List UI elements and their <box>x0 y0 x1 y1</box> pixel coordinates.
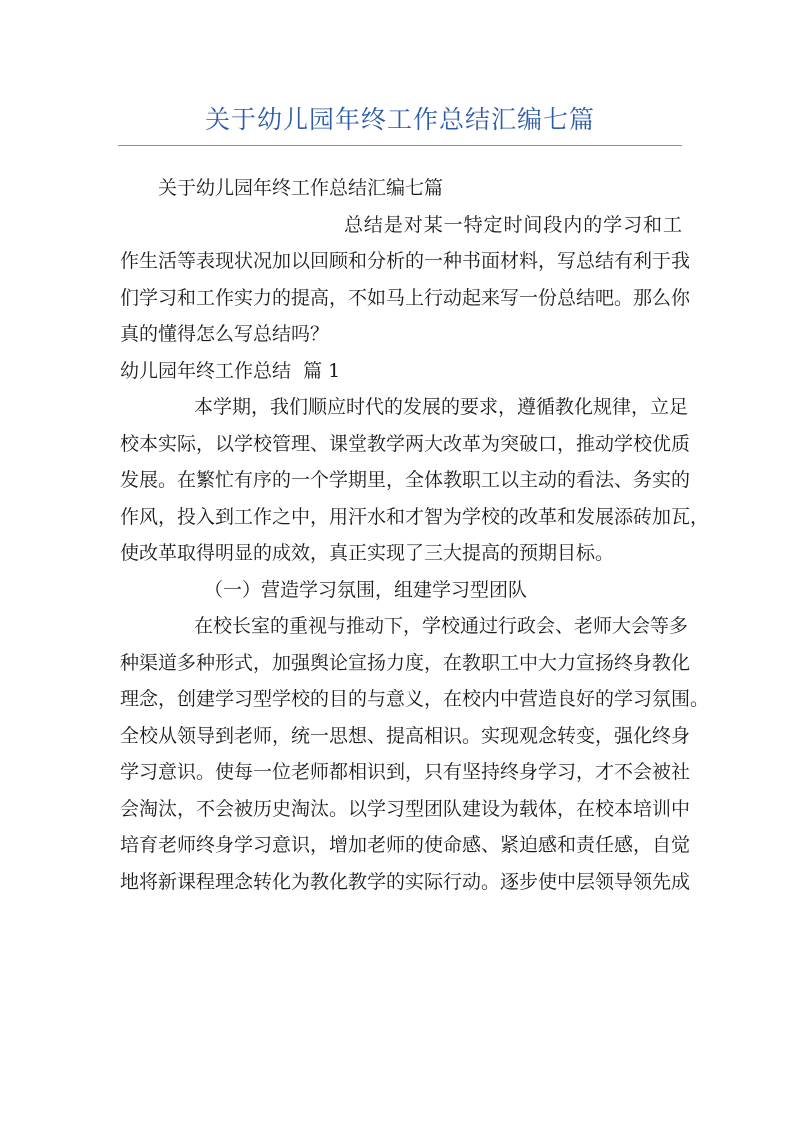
paragraph-line: 种渠道多种形式，加强舆论宣扬力度，在教职工中大力宣扬终身教化 <box>120 651 691 674</box>
intro-line: 真的懂得怎么写总结吗？ <box>120 323 330 345</box>
paragraph-line: 培育老师终身学习意识，增加老师的使命感、紧迫感和责任感，自觉 <box>120 834 691 856</box>
paragraph-line: 全校从领导到老师，统一思想、提高相识。实现观念转变，强化终身 <box>120 724 691 747</box>
document-body <box>120 170 710 900</box>
document-title: 关于幼儿园年终工作总结汇编七篇 <box>204 105 595 134</box>
paragraph-line: 发展。在繁忙有序的一个学期里，全体教职工以主动的看法、务实的 <box>120 469 691 491</box>
section-heading: 幼儿园年终工作总结 篇 1 <box>120 359 341 382</box>
paragraph-line: 地将新课程理念转化为教化教学的实际行动。逐步使中层领导领先成 <box>120 870 691 893</box>
intro-line: 总结是对某一特定时间段内的学习和工 <box>344 213 682 236</box>
intro-line: 作生活等表现状况加以回顾和分析的一种书面材料，写总结有利于我 <box>120 250 691 272</box>
paragraph-line: 理念，创建学习型学校的目的与意义，在校内中营造良好的学习氛围。 <box>120 688 710 710</box>
intro-line: 们学习和工作实力的提高，不如马上行动起来写一份总结吧。那么你 <box>120 286 691 309</box>
title-divider <box>118 145 682 146</box>
paragraph-line: 会淘汰，不会被历史淘汰。以学习型团队建设为载体，在校本培训中 <box>120 797 691 820</box>
paragraph-line: 本学期，我们顺应时代的发展的要求，遵循教化规律，立足 <box>194 396 689 418</box>
paragraph-line: 校本实际，以学校管理、课堂教学两大改革为突破口，推动学校优质 <box>120 432 691 455</box>
subsection-heading: （一）营造学习氛围，组建学习型团队 <box>204 578 528 601</box>
paragraph-line: 使改革取得明显的成效，真正实现了三大提高的预期目标。 <box>120 542 615 564</box>
paragraph-line: 在校长室的重视与推动下，学校通过行政会、老师大会等多 <box>194 615 689 637</box>
paragraph-line: 作风，投入到工作之中，用汗水和才智为学校的改革和发展添砖加瓦， <box>120 505 710 528</box>
paragraph-line: 学习意识。使每一位老师都相识到，只有坚持终身学习，才不会被社 <box>120 761 691 783</box>
subtitle: 关于幼儿园年终工作总结汇编七篇 <box>158 177 444 199</box>
